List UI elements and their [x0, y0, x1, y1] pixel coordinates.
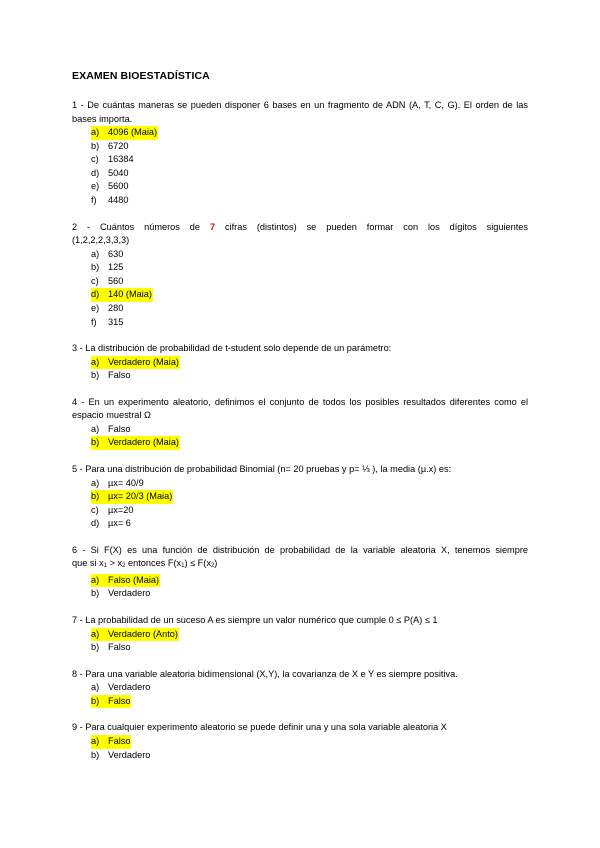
highlighted-answer — [91, 126, 158, 140]
answer — [91, 180, 129, 194]
options-list — [72, 477, 528, 531]
option-letter: b) — [91, 262, 100, 273]
answer-option — [91, 288, 528, 302]
answer-option — [91, 126, 528, 140]
option-text: 630 — [108, 248, 124, 259]
question-text: 2 - Cuántos números de 7 cifras (distintos) se pueden formar con los dígitos siguientes — [72, 221, 528, 232]
answer-option — [91, 369, 528, 383]
answer — [91, 302, 124, 316]
answer-option — [91, 275, 528, 289]
answer — [91, 316, 124, 330]
answer — [91, 477, 145, 491]
answer — [91, 517, 132, 531]
answer — [91, 140, 129, 154]
option-letter: b) — [91, 588, 100, 599]
answer — [91, 749, 151, 763]
question-8 — [72, 668, 528, 709]
exam-title: EXAMEN BIOESTADÍSTICA — [72, 70, 210, 82]
answer-option — [91, 517, 528, 531]
option-text: 315 — [108, 316, 124, 327]
option-text: Falso — [108, 642, 131, 653]
question-text-line2: (1,2,2,2,3,3,3) — [72, 235, 130, 246]
options-list — [72, 628, 528, 655]
option-text: 16384 — [108, 154, 134, 165]
option-letter: d) — [91, 518, 100, 529]
option-letter: a) — [91, 682, 100, 693]
highlighted-answer — [91, 490, 173, 504]
answer-option — [91, 316, 528, 330]
options-list — [72, 574, 528, 601]
option-text: 140 (Maia) — [108, 289, 152, 300]
answer-option — [91, 504, 528, 518]
answer-option — [91, 695, 528, 709]
question-2 — [72, 221, 528, 330]
answer-option — [91, 641, 528, 655]
highlighted-answer — [91, 574, 160, 588]
options-list — [72, 248, 528, 330]
answer — [91, 194, 129, 208]
answer-option — [91, 261, 528, 275]
question-text: 3 - La distribución de probabilidad de t-student solo depende de un parámetro: — [72, 343, 392, 354]
option-text: Falso (Maia) — [108, 574, 160, 585]
answer-option — [91, 681, 528, 695]
option-text: Falso — [108, 370, 131, 381]
question-3 — [72, 342, 528, 383]
option-text: µx= 40/9 — [108, 477, 144, 488]
option-text: 4096 (Maia) — [108, 127, 158, 137]
answer-option — [91, 194, 528, 208]
answer — [91, 504, 134, 518]
answer-option — [91, 574, 528, 588]
answer — [91, 167, 129, 181]
option-text: Falso — [108, 735, 131, 746]
option-letter: c) — [91, 154, 99, 165]
answer — [91, 261, 124, 275]
option-text: 5600 — [108, 181, 129, 192]
question-text-line2: que si $x_1 > x_2$ entonces $F(x_1) \le F(x_2)$ — [72, 558, 218, 570]
question-text: 4 - En un experimento aleatorio, definimos el conjunto de todos los posibles resultados diferentes como el espacio muestral Ω — [72, 396, 528, 421]
option-text: 280 — [108, 302, 124, 313]
option-letter: a) — [91, 628, 100, 639]
question-text: 8 - Para una variable aleatoria bidimensional (X,Y), la covarianza de X e Y es siempre positiva. — [72, 668, 458, 679]
option-text: Verdadero — [108, 682, 151, 693]
option-letter: f) — [91, 316, 97, 327]
answer-option — [91, 490, 528, 504]
option-text: Verdadero (Anto) — [108, 628, 178, 639]
answer — [91, 641, 131, 655]
option-letter: e) — [91, 181, 100, 192]
option-letter: a) — [91, 735, 100, 746]
question-6 — [72, 544, 528, 601]
option-letter: e) — [91, 302, 100, 313]
answer-option — [91, 436, 528, 450]
answer-option — [91, 735, 528, 749]
question-7 — [72, 614, 528, 655]
option-letter: b) — [91, 437, 100, 448]
answer — [91, 153, 135, 167]
question-text: 1 - De cuántas maneras se pueden disponer 6 bases en un fragmento de ADN (A, T, C, G). El orden de las bases importa. — [72, 100, 528, 124]
answer — [91, 423, 131, 437]
option-letter: b) — [91, 491, 100, 502]
option-letter: c) — [91, 504, 99, 515]
options-list — [72, 423, 528, 450]
option-text: µx= 20/3 (Maia) — [108, 491, 173, 502]
option-text: Verdadero — [108, 588, 151, 599]
option-letter: a) — [91, 423, 100, 434]
question-9 — [72, 721, 528, 762]
question-text: 9 - Para cualquier experimento aleatorio se puede definir una y una sola variable aleatoria X — [72, 722, 447, 733]
option-letter: a) — [91, 477, 100, 488]
option-letter: d) — [91, 289, 100, 300]
option-text: 4480 — [108, 194, 129, 205]
option-text: Falso — [108, 695, 131, 706]
option-letter: b) — [91, 749, 100, 760]
option-letter: f) — [91, 194, 97, 205]
answer — [91, 587, 151, 601]
option-letter: a) — [91, 356, 100, 367]
highlighted-answer — [91, 288, 153, 302]
option-text: µx=20 — [108, 504, 134, 515]
highlighted-answer — [91, 695, 131, 709]
answer — [91, 369, 131, 383]
question-5 — [72, 463, 528, 531]
highlight-number: 7 — [209, 221, 216, 232]
answer-option — [91, 477, 528, 491]
question-1 — [72, 99, 528, 208]
highlighted-answer — [91, 628, 179, 642]
option-text: Verdadero (Maia) — [108, 437, 179, 448]
answer-option — [91, 356, 528, 370]
answer-option — [91, 153, 528, 167]
option-letter: c) — [91, 275, 99, 286]
option-text: 560 — [108, 275, 124, 286]
answer-option — [91, 587, 528, 601]
option-letter: d) — [91, 167, 100, 178]
option-letter: b) — [91, 370, 100, 381]
answer-option — [91, 302, 528, 316]
option-letter: b) — [91, 140, 100, 151]
option-text: 6720 — [108, 140, 129, 151]
answer-option — [91, 180, 528, 194]
highlighted-answer — [91, 436, 180, 450]
options-list — [72, 735, 528, 762]
option-letter: b) — [91, 642, 100, 653]
option-text: 125 — [108, 262, 124, 273]
exam-page — [72, 70, 528, 775]
answer — [91, 275, 124, 289]
options-list — [72, 356, 528, 383]
question-text: 7 - La probabilidad de un suceso A es siempre un valor numérico que cumple 0 ≤ P(A) ≤ 1 — [72, 615, 438, 626]
answer-option — [91, 749, 528, 763]
option-letter: b) — [91, 695, 100, 706]
answer-option — [91, 423, 528, 437]
option-text: Falso — [108, 423, 131, 434]
question-text: 5 - Para una distribución de probabilidad Binomial (n= 20 pruebas y p= ⅓ ), la media (µ.x) es: — [72, 464, 452, 474]
highlighted-answer — [91, 356, 180, 370]
question-4 — [72, 396, 528, 450]
option-letter: a) — [91, 248, 100, 259]
options-list — [72, 681, 528, 708]
answer — [91, 248, 124, 262]
option-letter: a) — [91, 574, 100, 585]
option-letter: a) — [91, 127, 100, 137]
answer-option — [91, 248, 528, 262]
option-text: 5040 — [108, 167, 129, 178]
answer-option — [91, 167, 528, 181]
answer — [91, 681, 151, 695]
answer-option — [91, 140, 528, 154]
options-list — [72, 126, 528, 208]
question-text: 6 - Si F(X) es una función de distribución de probabilidad de la variable aleatoria X, tenemos siempre — [72, 544, 528, 555]
option-text: Verdadero (Maia) — [108, 356, 179, 367]
highlighted-answer — [91, 735, 131, 749]
answer-option — [91, 628, 528, 642]
option-text: Verdadero — [108, 749, 151, 760]
option-text: µx= 6 — [108, 518, 131, 529]
